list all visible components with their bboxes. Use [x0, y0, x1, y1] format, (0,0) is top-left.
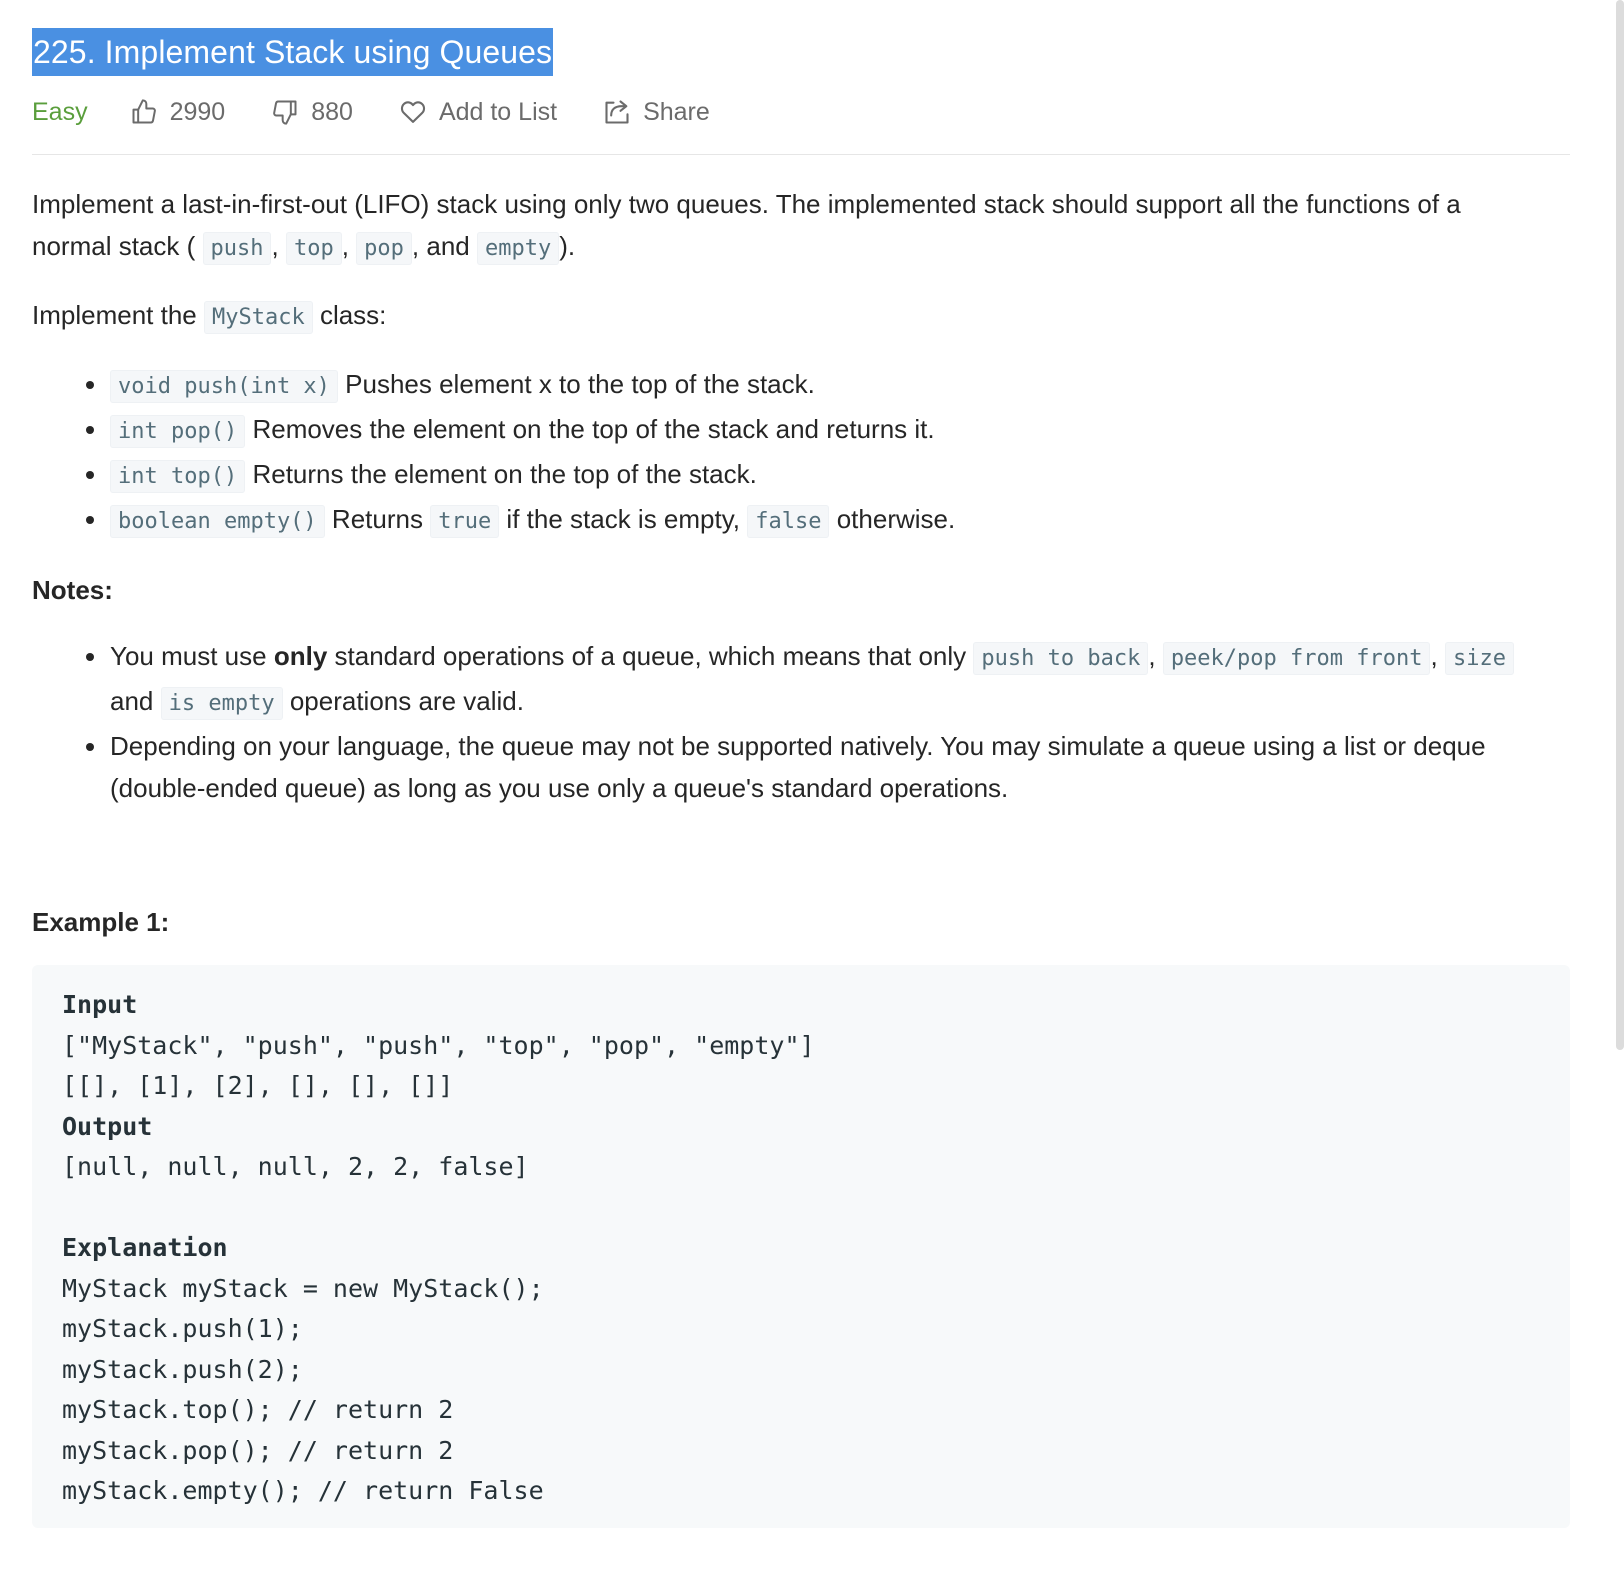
- note-text: Depending on your language, the queue may not be supported natively. You may simulate a queue using a list or deque (double-ended queue) as long as you use only a queue's standard operations.: [110, 731, 1486, 803]
- explanation-line: myStack.push(2);: [62, 1354, 303, 1384]
- input-line: ["MyStack", "push", "push", "top", "pop", "empty"]: [62, 1030, 815, 1060]
- implement-prefix: Implement the: [32, 300, 197, 330]
- implement-suffix: class:: [319, 300, 387, 330]
- code-method-top: int top(): [110, 460, 245, 493]
- comma: ,: [271, 231, 279, 261]
- comma: ,: [1430, 641, 1438, 671]
- comma: ,: [1148, 641, 1156, 671]
- share-label: Share: [643, 97, 710, 126]
- dislike-button[interactable]: [271, 98, 353, 127]
- code-is-empty: is empty: [161, 687, 283, 720]
- and-text: , and: [411, 231, 470, 261]
- title-row: [32, 28, 1570, 76]
- list-item: [110, 498, 1570, 543]
- intro-text: Implement a last-in-first-out (LIFO) stack using only two queues. The implemented stack should support all the functions of a normal stack (: [32, 189, 1461, 261]
- code-mystack: MyStack: [204, 301, 313, 334]
- add-to-list-button[interactable]: [399, 98, 557, 127]
- method-description: Returns the element on the top of the stack.: [252, 459, 757, 489]
- output-line: [null, null, null, 2, 2, false]: [62, 1152, 529, 1181]
- thumbs-up-icon: [130, 98, 158, 126]
- list-item: [110, 408, 1570, 453]
- method-description: Pushes element x to the top of the stack.: [345, 369, 815, 399]
- list-item: [110, 363, 1570, 408]
- add-to-list-label: Add to List: [438, 97, 558, 126]
- output-label: Output: [62, 1111, 153, 1141]
- input-line: [[], [1], [2], [], [], []]: [62, 1071, 454, 1100]
- code-top: top: [286, 232, 342, 265]
- problem-meta-bar: [32, 94, 1570, 130]
- note-text: and: [110, 686, 154, 716]
- list-item: [110, 635, 1560, 725]
- problem-title[interactable]: 225. Implement Stack using Queues: [32, 28, 553, 76]
- share-icon: [603, 98, 631, 126]
- note-text: standard operations of a queue, which means that only: [334, 641, 967, 671]
- code-push-to-back: push to back: [973, 642, 1148, 675]
- code-method-pop: int pop(): [110, 415, 245, 448]
- implement-paragraph: [32, 294, 1570, 339]
- notes-list: [32, 635, 1570, 809]
- code-true: true: [430, 505, 499, 538]
- method-description: Removes the element on the top of the stack and returns it.: [252, 414, 935, 444]
- like-count: 2990: [169, 97, 226, 126]
- notes-heading: Notes:: [32, 575, 113, 605]
- thumbs-down-icon: [271, 98, 299, 126]
- meta-divider: [32, 154, 1570, 155]
- note-text: You must use: [110, 641, 267, 671]
- example-heading: Example 1:: [32, 907, 170, 937]
- note-text: operations are valid.: [289, 686, 524, 716]
- difficulty-badge: Easy: [32, 97, 88, 126]
- explanation-line: myStack.empty(); // return False: [62, 1476, 544, 1505]
- code-method-push: void push(int x): [110, 370, 338, 403]
- example-code-block: [32, 965, 1570, 1528]
- vertical-scrollbar[interactable]: [1616, 0, 1624, 1050]
- explanation-line: MyStack myStack = new MyStack();: [62, 1273, 544, 1303]
- code-pop: pop: [356, 232, 412, 265]
- code-push: push: [203, 232, 272, 265]
- explanation-line: myStack.top(); // return 2: [62, 1395, 454, 1424]
- method-list: [32, 363, 1570, 543]
- method-description: if the stack is empty,: [506, 504, 741, 534]
- code-empty: empty: [477, 232, 559, 265]
- comma: ,: [341, 231, 349, 261]
- list-item: [110, 453, 1570, 498]
- list-item: [110, 725, 1560, 809]
- explanation-label: Explanation: [62, 1233, 228, 1262]
- method-description: Returns: [331, 504, 423, 534]
- explanation-line: myStack.pop(); // return 2: [62, 1435, 454, 1465]
- code-method-empty: boolean empty(): [110, 505, 325, 538]
- heart-icon: [399, 98, 427, 126]
- code-peek-pop-from-front: peek/pop from front: [1163, 642, 1431, 675]
- problem-description: [32, 28, 1570, 1528]
- intro-end: ).: [559, 231, 576, 261]
- note-bold-text: only: [273, 641, 328, 671]
- dislike-count: 880: [311, 97, 353, 126]
- intro-paragraph: [32, 183, 1570, 270]
- method-description: otherwise.: [836, 504, 956, 534]
- code-size: size: [1445, 642, 1514, 675]
- code-false: false: [747, 505, 829, 538]
- share-button[interactable]: [603, 98, 710, 127]
- explanation-line: myStack.push(1);: [62, 1314, 303, 1343]
- like-button[interactable]: [130, 98, 226, 127]
- input-label: Input: [62, 990, 138, 1019]
- description-body: [32, 183, 1570, 1528]
